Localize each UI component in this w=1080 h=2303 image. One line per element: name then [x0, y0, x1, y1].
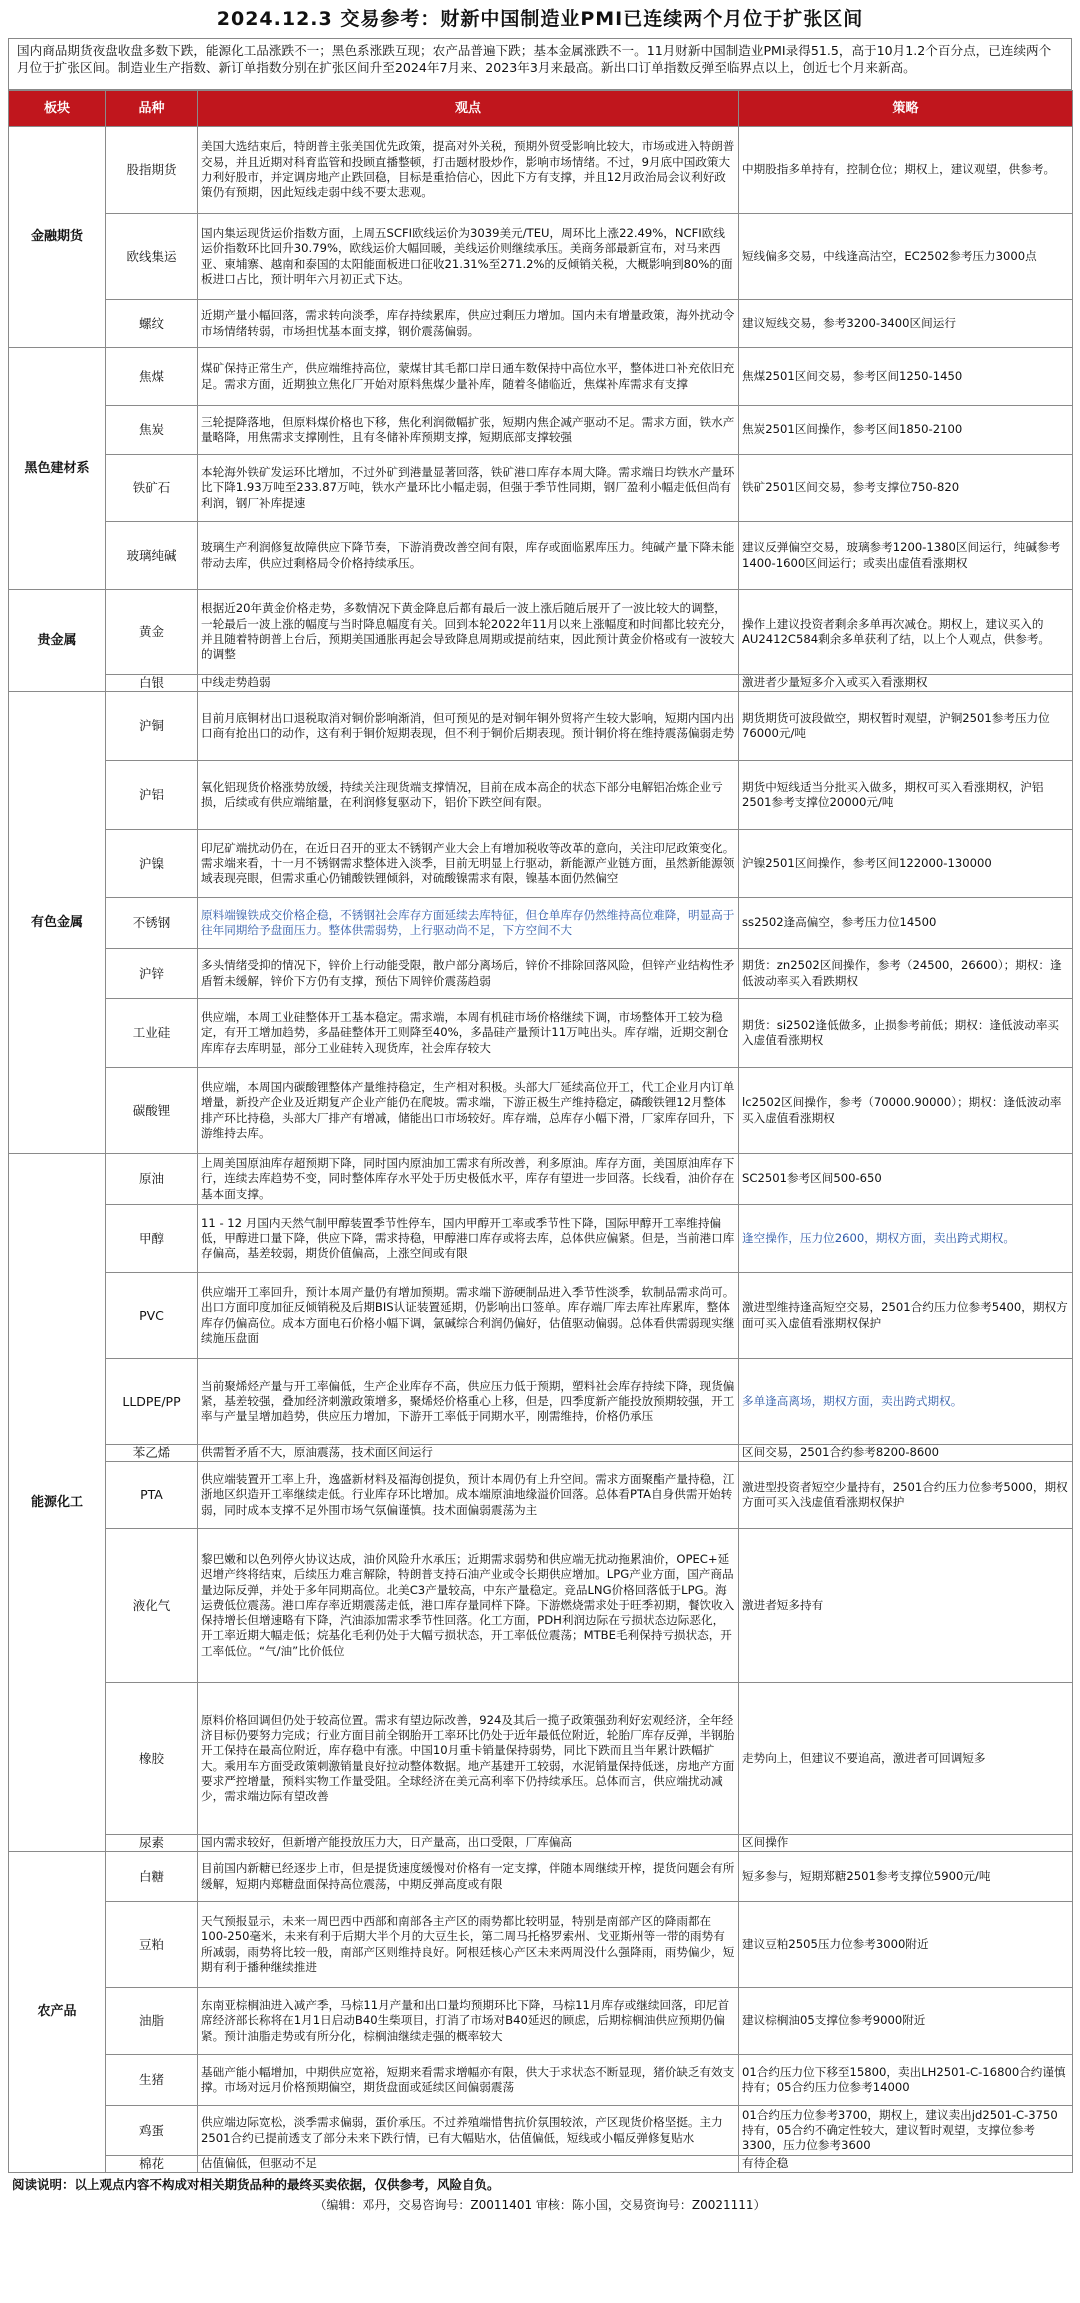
view-cell: 11 - 12 月国内天然气制甲醇装置季节性停车，国内甲醇开工率或季节性下降，国际甲醇开工率维持偏低，甲醇进口量下降，供应下降，需求持稳，甲醇港口库存或将去库，总体供应偏紧。但是，当前港口库存偏高，基差较弱，期货价值偏高，上涨空间或有限 [198, 1205, 739, 1273]
variety-cell: 碳酸锂 [106, 1068, 198, 1154]
strategy-cell: 期货：zn2502区间操作，参考（24500，26600）；期权：逢低波动率买入看跌期权 [739, 949, 1073, 999]
variety-cell: 豆粕 [106, 1902, 198, 1988]
view-cell: 多头情绪受抑的情况下，锌价上行动能受限，散户部分离场后，锌价不排除回落风险，但锌产业结构性矛盾暂未缓解，锌价下方仍有支撑，预估下周锌价震荡趋弱 [198, 949, 739, 999]
table-row [9, 1988, 1073, 2055]
variety-cell: 原油 [106, 1154, 198, 1205]
view-cell: 原料价格回调但仍处于较高位置。需求有望边际改善，924及其后一揽子政策强劲利好宏观经济，全年经济目标仍要努力完成；行业方面目前全钢胎开工率环比仍处于近年最低位附近，轮胎厂库存反弹，半钢胎开工保持在最高位附近，库存稳中有涨。中国10月重卡销量保持弱势，同比下跌而且当年累计跌幅扩大。乘用车方面受政策刺激销量良好拉动整体数据。地产基建开工较弱，水泥销量保持低迷，房地产方面要求严控增量，预料实物工作量受阻。全球经济在美元高利率下仍持续承压。总体而言，供应端扰动减少，需求端边际有望改善 [198, 1683, 739, 1835]
table-row [9, 590, 1073, 675]
header-strategy: 策略 [739, 91, 1073, 127]
table-row [9, 300, 1073, 348]
table-row [9, 1683, 1073, 1835]
variety-cell: 液化气 [106, 1529, 198, 1683]
table-row [9, 692, 1073, 761]
strategy-cell: 期货：si2502逢低做多，止损参考前低；期权：逢低波动率买入虚值看涨期权 [739, 999, 1073, 1068]
variety-cell: 玻璃纯碱 [106, 522, 198, 590]
table-body [9, 127, 1073, 2173]
table-row [9, 1068, 1073, 1154]
strategy-cell: 激进者短多持有 [739, 1529, 1073, 1683]
table-row [9, 1852, 1073, 1902]
table-row [9, 898, 1073, 949]
strategy-cell: SC2501参考区间500-650 [739, 1154, 1073, 1205]
variety-cell: 棉花 [106, 2156, 198, 2173]
table-row [9, 1529, 1073, 1683]
table-row [9, 522, 1073, 590]
view-cell: 上周美国原油库存超预期下降，同时国内原油加工需求有所改善，利多原油。库存方面，美国原油库存下行，连续去库趋势不变，同时整体库存水平处于历史极低水平，库存有望进一步回落。长线看，油价存在基本面支撑。 [198, 1154, 739, 1205]
strategy-cell: 焦煤2501区间交易，参考区间1250-1450 [739, 348, 1073, 406]
table-row [9, 949, 1073, 999]
table-row [9, 2156, 1073, 2173]
sector-cell: 贵金属 [9, 590, 106, 692]
view-cell: 印尼矿端扰动仍在，在近日召开的亚太不锈钢产业大会上有增加税收等改革的意向，关注印尼政策变化。需求端来看，十一月不锈钢需求整体进入淡季，目前无明显上行驱动，新能源产业链方面，虽然新能源领域表现亮眼，但需求重心仍铺酸铁锂倾斜，对硫酸镍需求有限，镍基本面仍然偏空 [198, 830, 739, 898]
table-row [9, 1205, 1073, 1273]
strategy-cell: 激进型维持逢高短空交易，2501合约压力位参考5400，期权方面可买入虚值看涨期权保护 [739, 1273, 1073, 1359]
variety-cell: 白银 [106, 675, 198, 692]
view-cell: 目前月底铜材出口退税取消对铜价影响渐消，但可预见的是对铜年铜外贸将产生较大影响，短期内国内出口商有抢出口的动作，这有利于铜价短期表现，但不利于铜价后期表现。预计铜价将在维持震荡偏弱走势 [198, 692, 739, 761]
sector-cell: 金融期货 [9, 127, 106, 348]
strategy-cell: 短多参与，短期郑糖2501参考支撑位5900元/吨 [739, 1852, 1073, 1902]
strategy-cell: 01合约压力位参考3700，期权上，建议卖出jd2501-C-3750持有，05合约不确定性较大，建议暂时观望，支撑位参考3300，压力位参考3600 [739, 2106, 1073, 2156]
variety-cell: 沪锌 [106, 949, 198, 999]
view-cell: 中线走势趋弱 [198, 675, 739, 692]
view-cell: 供应端，本周工业硅整体开工基本稳定。需求端，本周有机硅市场价格继续下调，市场整体开工较为稳定，有开工增加趋势，多晶硅整体开工则降至40%，多晶硅产量预计11万吨出头。库存端，近期交割仓库库存去库明显，部分工业硅转入现货库，社会库存较大 [198, 999, 739, 1068]
table-row [9, 830, 1073, 898]
variety-cell: 黄金 [106, 590, 198, 675]
view-cell: 氧化铝现货价格涨势放缓，持续关注现货端支撑情况，目前在成本高企的状态下部分电解铝冶炼企业亏损，后续或有供应端缩量，在利润修复驱动下，铝价下跌空间有限。 [198, 761, 739, 830]
view-cell: 近期产量小幅回落，需求转向淡季，库存持续累库，供应过剩压力增加。国内未有增量政策，海外扰动令市场情绪转弱，市场担忧基本面支撑，钢价震荡偏弱。 [198, 300, 739, 348]
view-cell: 国内需求较好，但新增产能投放压力大，日产量高，出口受限，厂库偏高 [198, 1835, 739, 1852]
table-row [9, 1902, 1073, 1988]
strategy-cell: 01合约压力位下移至15800，卖出LH2501-C-16800合约谨慎持有；05合约压力位参考14000 [739, 2055, 1073, 2106]
strategy-cell: 建议棕榈油05支撑位参考9000附近 [739, 1988, 1073, 2055]
variety-cell: 甲醇 [106, 1205, 198, 1273]
strategy-cell: 操作上建议投资者剩余多单再次减仓。期权上，建议买入的AU2412C584剩余多单获利了结，以上个人观点，供参考。 [739, 590, 1073, 675]
view-cell: 东南亚棕榈油进入减产季，马棕11月产量和出口量均预期环比下降，马棕11月库存或继续回落，印尼首席经济部长称将在1月1日启动B40生柴项目，打消了市场对B40延迟的顾虑，后期棕榈油供应预期仍偏紧。预计油脂走势或有所分化，棕榈油继续走强的概率较大 [198, 1988, 739, 2055]
table-row [9, 1835, 1073, 1852]
view-cell: 本轮海外铁矿发运环比增加，不过外矿到港量显著回落，铁矿港口库存本周大降。需求端日均铁水产量环比下降1.93万吨至233.87万吨，铁水产量环比小幅走弱，但强于季节性同期，钢厂盈利小幅走低但尚有利润，钢厂补库提速 [198, 455, 739, 522]
variety-cell: 铁矿石 [106, 455, 198, 522]
report-title: 2024.12.3 交易参考：财新中国制造业PMI已连续两个月位于扩张区间 [216, 8, 864, 30]
view-cell: 供应端装置开工率上升，逸盛新材料及福海创提负，预计本周仍有上升空间。需求方面聚酯产量持稳，江浙地区织造开工率继续走低。行业库存环比增加。成本端原油地缘溢价回落。总体看PTA自身供需开始转弱，同时成本支撑不足外围市场气氛偏谨慎。技术面偏弱震荡为主 [198, 1462, 739, 1529]
table-row [9, 1462, 1073, 1529]
variety-cell: 苯乙烯 [106, 1445, 198, 1462]
report [8, 0, 1072, 2215]
strategy-cell: 期货中短线适当分批买入做多，期权可买入看涨期权，沪铝2501参考支撑位20000元/吨 [739, 761, 1073, 830]
table-row [9, 1359, 1073, 1445]
strategy-cell: 激进者少量短多介入或买入看涨期权 [739, 675, 1073, 692]
variety-cell: 橡胶 [106, 1683, 198, 1835]
view-cell: 供应端边际宽松，淡季需求偏弱，蛋价承压。不过养殖端惜售抗价氛围较浓，产区现货价格坚挺。主力2501合约已提前透支了部分未来下跌行情，已有大幅贴水，估值偏低，短线或小幅反弹修复贴水 [198, 2106, 739, 2156]
strategy-cell: 走势向上，但建议不要追高，激进者可回调短多 [739, 1683, 1073, 1835]
market-summary: 国内商品期货夜盘收盘多数下跌，能源化工品涨跌不一；黑色系涨跌互现；农产品普遍下跌；基本金属涨跌不一。11月财新中国制造业PMI录得51.5，高于10月1.2个百分点，已连续两个月位于扩张区间。制造业生产指数、新订单指数分别在扩张区间升至2024年7月来、2023年3月来最高。新出口订单指数反弹至临界点以上，创近七个月来新高。 [8, 38, 1072, 90]
variety-cell: 沪铜 [106, 692, 198, 761]
variety-cell: 工业硅 [106, 999, 198, 1068]
variety-cell: 股指期货 [106, 127, 198, 214]
view-cell: 原料端镍铁成交价格企稳，不锈钢社会库存方面延续去库特征，但仓单库存仍然维持高位难降，明显高于往年同期给予盘面压力。整体供需弱势，上行驱动尚不足，下方空间不大 [198, 898, 739, 949]
sector-cell: 黑色建材系 [9, 348, 106, 590]
strategy-cell: 区间操作 [739, 1835, 1073, 1852]
view-cell: 供应端，本周国内碳酸锂整体产量维持稳定，生产相对积极。头部大厂延续高位开工，代工企业月内订单增量，新投产企业及近期复产企业产能仍在爬坡。需求端，下游正极生产维持稳定，磷酸铁锂12月整体排产环比持稳，头部大厂排产有增减，储能出口市场较好。库存端，总库存小幅下滑，厂家库存回升，下游维持去库。 [198, 1068, 739, 1154]
sector-cell: 农产品 [9, 1852, 106, 2173]
variety-cell: 螺纹 [106, 300, 198, 348]
table-row [9, 761, 1073, 830]
variety-cell: 鸡蛋 [106, 2106, 198, 2156]
strategy-cell: 有待企稳 [739, 2156, 1073, 2173]
strategy-cell: 期货期货可波段做空，期权暂时观望，沪铜2501参考压力位76000元/吨 [739, 692, 1073, 761]
table-row [9, 1154, 1073, 1205]
view-cell: 目前国内新糖已经逐步上市，但是提货速度缓慢对价格有一定支撑，伴随本周继续开榨，提货问题会有所缓解，短期内郑糖盘面保持高位震荡，中期反弹高度或有限 [198, 1852, 739, 1902]
table-row [9, 2055, 1073, 2106]
view-cell: 供需暂矛盾不大，原油震荡，技术面区间运行 [198, 1445, 739, 1462]
strategy-cell: 沪镍2501区间操作，参考区间122000-130000 [739, 830, 1073, 898]
variety-cell: 焦炭 [106, 406, 198, 455]
variety-cell: PVC [106, 1273, 198, 1359]
header-variety: 品种 [106, 91, 198, 127]
table-row [9, 348, 1073, 406]
strategy-table [8, 90, 1073, 2173]
strategy-cell: 铁矿2501区间交易，参考支撑位750-820 [739, 455, 1073, 522]
strategy-cell: 激进型投资者短空少量持有，2501合约压力位参考5000，期权方面可买入浅虚值看涨期权保护 [739, 1462, 1073, 1529]
strategy-cell: 建议豆粕2505压力位参考3000附近 [739, 1902, 1073, 1988]
strategy-cell: 短线偏多交易，中线逢高沽空，EC2502参考压力3000点 [739, 214, 1073, 300]
strategy-cell: lc2502区间操作，参考（70000.90000）；期权：逢低波动率买入虚值看涨期权 [739, 1068, 1073, 1154]
view-cell: 美国大选结束后，特朗普主张美国优先政策，提高对外关税，预期外贸受影响比较大，市场或进入特朗普交易，并且近期对科育监管和投顾直播整顿，打击题材股炒作，影响市场情绪。不过，9月底中国政策大力利好股市，并定调房地产止跌回稳，目标是重拾信心，因此下方有支撑，并且12月政治局会议利好政策仍有预期，因此短线走弱中线不要太悲观。 [198, 127, 739, 214]
view-cell: 根据近20年黄金价格走势，多数情况下黄金降息后都有最后一波上涨后随后展开了一波比较大的调整，一轮最后一波上涨的幅度与当时降息幅度有关。回到本轮2022年11月以来上涨幅度和时间都比较充分，并且随着特朗普上台后，预期美国通胀再起会导致降息周期或提前结束，因此预计黄金价格或有一波较大的调整 [198, 590, 739, 675]
view-cell: 玻璃生产利润修复故障供应下降节奏，下游消费改善空间有限，库存或面临累库压力。纯碱产量下降未能带动去库，供应过剩格局令价格持续承压。 [198, 522, 739, 590]
strategy-cell: 建议反弹偏空交易，玻璃参考1200-1380区间运行，纯碱参考1400-1600区间运行；或卖出虚值看涨期权 [739, 522, 1073, 590]
table-row [9, 999, 1073, 1068]
view-cell: 三轮提降落地，但原料煤价格也下移，焦化利润微幅扩张，短期内焦企减产驱动不足。需求方面，铁水产量略降，用焦需求支撑刚性，且有冬储补库预期支撑，短期底部支撑较强 [198, 406, 739, 455]
variety-cell: 油脂 [106, 1988, 198, 2055]
variety-cell: 不锈钢 [106, 898, 198, 949]
view-cell: 基础产能小幅增加，中期供应宽裕，短期来看需求增幅亦有限，供大于求状态不断显现，猪价缺乏有效支撑。市场对远月价格预期偏空，期货盘面或延续区间偏弱震荡 [198, 2055, 739, 2106]
editor-credit: （编辑：邓丹，交易咨询号：Z0011401 审核：陈小国，交易资询号：Z0021111） [314, 2198, 766, 2212]
table-row [9, 1273, 1073, 1359]
strategy-cell: ss2502逢高偏空，参考压力位14500 [739, 898, 1073, 949]
view-cell: 黎巴嫩和以色列停火协议达成，油价风险升水承压；近期需求弱势和供应端无扰动拖累油价，OPEC+延迟增产终将结束，后续压力难言解除，特朗普支持石油产业或令长期供应增加。LPG产业方面，国产商品量边际反弹，并处于多年同期高位。北美C3产量较高，中东产量稳定。竞品LNG价格回落低于LPG。海运费低位震荡。港口库存率近期震荡走低，港口库存量同样下降。下游燃烧需求处于旺季初期，餐饮收入保持增长但增速略有下降，汽油添加需求季节性回落。化工方面，PDH利润边际在亏损状态边际恶化，开工率近期大幅走低；烷基化毛利仍处于大幅亏损状态，开工率低位震荡；MTBE毛利保持亏损状态，开工率低位。“气/油”比价低位 [198, 1529, 739, 1683]
view-cell: 估值偏低，但驱动不足 [198, 2156, 739, 2173]
variety-cell: 生猪 [106, 2055, 198, 2106]
table-row [9, 2106, 1073, 2156]
strategy-cell: 多单逢高离场，期权方面，卖出跨式期权。 [739, 1359, 1073, 1445]
table-row [9, 406, 1073, 455]
table-row [9, 214, 1073, 300]
variety-cell: 尿素 [106, 1835, 198, 1852]
header-sector: 板块 [9, 91, 106, 127]
variety-cell: 沪铝 [106, 761, 198, 830]
sector-cell: 能源化工 [9, 1154, 106, 1852]
variety-cell: 焦煤 [106, 348, 198, 406]
view-cell: 当前聚烯烃产量与开工率偏低，生产企业库存不高，供应压力低于预期，塑料社会库存持续下降，现货偏紧，基差较强，叠加经济刺激政策增多，聚烯烃价格重心上移，但是，四季度新产能投放预期较强，开工率与产量呈增加趋势，供应压力增加，下游开工率低于同期水平，刚需维持，价格仍承压 [198, 1359, 739, 1445]
table-row [9, 1445, 1073, 1462]
table-row [9, 675, 1073, 692]
view-cell: 煤矿保持正常生产，供应端维持高位，蒙煤甘其毛都口岸日通车数保持中高位水平，整体进口补充依旧充足。需求方面，近期独立焦化厂开始对原料焦煤少量补库，随着冬储临近，焦煤补库需求有支撑 [198, 348, 739, 406]
variety-cell: 欧线集运 [106, 214, 198, 300]
table-header-row [9, 91, 1073, 127]
strategy-cell: 逢空操作，压力位2600，期权方面，卖出跨式期权。 [739, 1205, 1073, 1273]
strategy-cell: 区间交易，2501合约参考8200-8600 [739, 1445, 1073, 1462]
disclaimer: 阅读说明：以上观点内容不构成对相关期货品种的最终买卖依据，仅供参考，风险自负。 [12, 2177, 500, 2192]
strategy-cell: 建议短线交易，参考3200-3400区间运行 [739, 300, 1073, 348]
view-cell: 天气预报显示，未来一周巴西中西部和南部各主产区的雨势都比较明显，特别是南部产区的降雨都在100-250毫米，未来有利于后期大半个月的大豆生长，第二周马托格罗索州、戈亚斯州等一带的雨势有所减弱，雨势将比较一般，南部产区则维持良好。阿根廷核心产区未来两周没什么强降雨，雨势偏少，短期有利于播种继续推进 [198, 1902, 739, 1988]
variety-cell: 白糖 [106, 1852, 198, 1902]
variety-cell: PTA [106, 1462, 198, 1529]
variety-cell: 沪镍 [106, 830, 198, 898]
table-row [9, 455, 1073, 522]
table-row [9, 127, 1073, 214]
strategy-cell: 焦炭2501区间操作，参考区间1850-2100 [739, 406, 1073, 455]
header-view: 观点 [198, 91, 739, 127]
view-cell: 国内集运现货运价指数方面，上周五SCFI欧线运价为3039美元/TEU，周环比上涨22.49%，NCFI欧线运价指数环比回升30.79%，欧线运价大幅回暖，美线运价则继续承压。美商务部最新宣布，对马来西亚、柬埔寨、越南和泰国的太阳能面板进口征收21.31%至271.2%的反倾销关税，大概影响到80%的面板进口占比，预计明年六月初正式下达。 [198, 214, 739, 300]
strategy-cell: 中期股指多单持有，控制仓位；期权上，建议观望，供参考。 [739, 127, 1073, 214]
variety-cell: LLDPE/PP [106, 1359, 198, 1445]
sector-cell: 有色金属 [9, 692, 106, 1154]
view-cell: 供应端开工率回升，预计本周产量仍有增加预期。需求端下游硬制品进入季节性淡季，软制品需求尚可。出口方面印度加征反倾销税及后期BIS认证装置延期，仍影响出口签单。库存端厂库去库社库累库，整体库存仍偏高位。成本方面电石价格小幅下调，氯碱综合利润仍偏好，估值驱动偏弱。总体看供需弱现实继续施压盘面 [198, 1273, 739, 1359]
